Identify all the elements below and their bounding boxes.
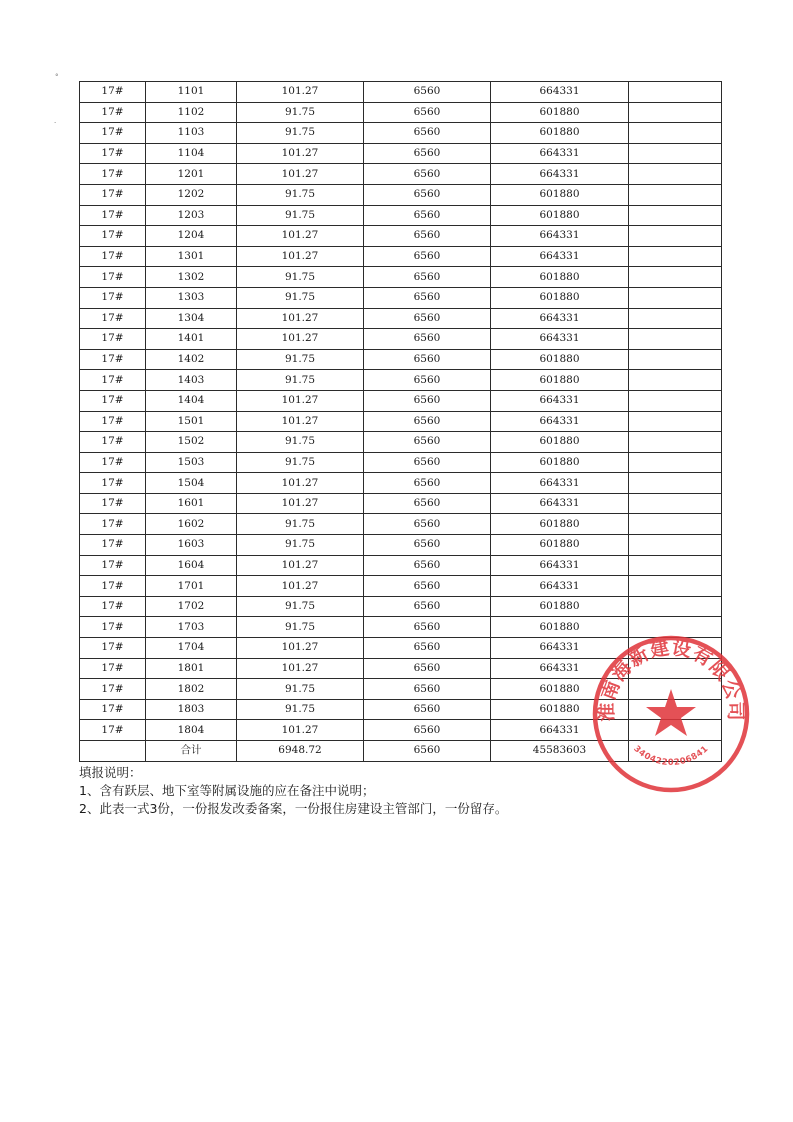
- area-cell: 101.27: [237, 493, 364, 514]
- total-price-cell: 664331: [491, 720, 629, 741]
- building-cell: 17#: [80, 493, 146, 514]
- seal-star-icon: [646, 689, 696, 736]
- total-price-cell: 664331: [491, 658, 629, 679]
- unit-cell: 1701: [146, 576, 237, 597]
- remark-cell: [629, 493, 722, 514]
- building-cell: 17#: [80, 596, 146, 617]
- table-row: [80, 143, 722, 164]
- unit-cell: 1402: [146, 349, 237, 370]
- table-row: [80, 370, 722, 391]
- unit-cell: 1302: [146, 267, 237, 288]
- table-row: [80, 184, 722, 205]
- area-cell: 101.27: [237, 308, 364, 329]
- total-price-cell: 601880: [491, 514, 629, 535]
- remark-cell: [629, 535, 722, 556]
- seal-name: 淮南海新建设有限公司: [595, 636, 747, 722]
- price-cell: 6560: [364, 699, 491, 720]
- building-cell: 17#: [80, 370, 146, 391]
- unit-cell: 1404: [146, 390, 237, 411]
- price-cell: 6560: [364, 473, 491, 494]
- table-row: [80, 226, 722, 247]
- price-cell: 6560: [364, 82, 491, 103]
- unit-cell: 1202: [146, 184, 237, 205]
- area-cell: 91.75: [237, 535, 364, 556]
- price-cell: 6560: [364, 535, 491, 556]
- area-cell: 91.75: [237, 452, 364, 473]
- price-cell: 6560: [364, 638, 491, 659]
- total-price-cell: 601880: [491, 205, 629, 226]
- price-cell: 6560: [364, 493, 491, 514]
- building-cell: 17#: [80, 638, 146, 659]
- area-cell: 101.27: [237, 411, 364, 432]
- table-row: [80, 390, 722, 411]
- unit-cell: 1201: [146, 164, 237, 185]
- remark-cell: [629, 452, 722, 473]
- price-cell: 6560: [364, 267, 491, 288]
- area-cell: 91.75: [237, 370, 364, 391]
- building-cell: 17#: [80, 432, 146, 453]
- remark-cell: [629, 473, 722, 494]
- area-cell: 101.27: [237, 246, 364, 267]
- table-row: [80, 82, 722, 103]
- building-cell: 17#: [80, 164, 146, 185]
- area-cell: 101.27: [237, 473, 364, 494]
- building-cell: 17#: [80, 308, 146, 329]
- total-price-cell: 601880: [491, 596, 629, 617]
- area-cell: 101.27: [237, 164, 364, 185]
- area-cell: 91.75: [237, 267, 364, 288]
- table-row: [80, 473, 722, 494]
- table-row: [80, 102, 722, 123]
- table-row: [80, 452, 722, 473]
- building-cell: 17#: [80, 699, 146, 720]
- note-item-1: 1、含有跃层、地下室等附属设施的应在备注中说明；: [79, 783, 375, 798]
- table-row: [80, 535, 722, 556]
- unit-cell: 1203: [146, 205, 237, 226]
- area-cell: 101.27: [237, 226, 364, 247]
- total-price-cell: 664331: [491, 390, 629, 411]
- total-label-cell: 合计: [146, 741, 237, 762]
- building-cell: 17#: [80, 267, 146, 288]
- table-row: [80, 514, 722, 535]
- unit-cell: 1803: [146, 699, 237, 720]
- total-price-cell: 664331: [491, 82, 629, 103]
- area-cell: 101.27: [237, 720, 364, 741]
- area-cell: 91.75: [237, 349, 364, 370]
- price-cell: 6560: [364, 246, 491, 267]
- unit-cell: 1601: [146, 493, 237, 514]
- remark-cell: [629, 329, 722, 350]
- total-price-cell: 664331: [491, 555, 629, 576]
- unit-cell: 1102: [146, 102, 237, 123]
- unit-cell: 1303: [146, 287, 237, 308]
- remark-cell: [629, 555, 722, 576]
- total-price-cell: 664331: [491, 329, 629, 350]
- unit-cell: 1204: [146, 226, 237, 247]
- unit-cell: 1801: [146, 658, 237, 679]
- table-row: [80, 287, 722, 308]
- area-cell: 91.75: [237, 432, 364, 453]
- total-area-cell: 6948.72: [237, 741, 364, 762]
- remark-cell: [629, 370, 722, 391]
- building-cell: 17#: [80, 123, 146, 144]
- unit-cell: 1304: [146, 308, 237, 329]
- unit-cell: 1301: [146, 246, 237, 267]
- unit-cell: 1603: [146, 535, 237, 556]
- area-cell: 101.27: [237, 658, 364, 679]
- table-row: [80, 555, 722, 576]
- area-cell: 91.75: [237, 679, 364, 700]
- price-cell: 6560: [364, 349, 491, 370]
- table-row: [80, 411, 722, 432]
- table-row: [80, 246, 722, 267]
- price-cell: 6560: [364, 226, 491, 247]
- building-cell: 17#: [80, 452, 146, 473]
- building-cell: 17#: [80, 226, 146, 247]
- remark-cell: [629, 349, 722, 370]
- building-cell: 17#: [80, 329, 146, 350]
- total-price-cell: 601880: [491, 432, 629, 453]
- area-cell: 91.75: [237, 102, 364, 123]
- price-cell: 6560: [364, 555, 491, 576]
- notes-heading: 填报说明：: [79, 765, 142, 780]
- total-price-cell: 664331: [491, 164, 629, 185]
- price-cell: 6560: [364, 143, 491, 164]
- building-cell: 17#: [80, 535, 146, 556]
- price-cell: 6560: [364, 411, 491, 432]
- total-building-cell: [80, 741, 146, 762]
- building-cell: 17#: [80, 411, 146, 432]
- price-cell: 6560: [364, 102, 491, 123]
- building-cell: 17#: [80, 576, 146, 597]
- remark-cell: [629, 102, 722, 123]
- table-row: [80, 493, 722, 514]
- total-price-cell: 601880: [491, 617, 629, 638]
- table-row: [80, 308, 722, 329]
- unit-cell: 1703: [146, 617, 237, 638]
- building-cell: 17#: [80, 555, 146, 576]
- area-cell: 101.27: [237, 576, 364, 597]
- price-cell: 6560: [364, 596, 491, 617]
- area-cell: 91.75: [237, 123, 364, 144]
- area-cell: 91.75: [237, 287, 364, 308]
- building-cell: 17#: [80, 143, 146, 164]
- total-price-cell: 664331: [491, 143, 629, 164]
- remark-cell: [629, 596, 722, 617]
- price-cell: 6560: [364, 576, 491, 597]
- remark-cell: [629, 143, 722, 164]
- scan-speck: ·: [54, 119, 57, 127]
- remark-cell: [629, 308, 722, 329]
- total-price-cell: 601880: [491, 123, 629, 144]
- area-cell: 101.27: [237, 82, 364, 103]
- area-cell: 91.75: [237, 596, 364, 617]
- total-price-cell: 664331: [491, 226, 629, 247]
- price-cell: 6560: [364, 617, 491, 638]
- building-cell: 17#: [80, 246, 146, 267]
- building-cell: 17#: [80, 617, 146, 638]
- table-row: [80, 576, 722, 597]
- price-cell: 6560: [364, 308, 491, 329]
- area-cell: 91.75: [237, 699, 364, 720]
- total-price-cell: 601880: [491, 184, 629, 205]
- area-cell: 101.27: [237, 555, 364, 576]
- total-price-cell: 601880: [491, 452, 629, 473]
- table-row: [80, 596, 722, 617]
- remark-cell: [629, 576, 722, 597]
- building-cell: 17#: [80, 720, 146, 741]
- price-cell: 6560: [364, 452, 491, 473]
- building-cell: 17#: [80, 82, 146, 103]
- remark-cell: [629, 164, 722, 185]
- price-cell: 6560: [364, 720, 491, 741]
- building-cell: 17#: [80, 287, 146, 308]
- building-cell: 17#: [80, 184, 146, 205]
- area-cell: 91.75: [237, 514, 364, 535]
- remark-cell: [629, 246, 722, 267]
- unit-cell: 1104: [146, 143, 237, 164]
- unit-cell: 1501: [146, 411, 237, 432]
- remark-cell: [629, 267, 722, 288]
- price-cell: 6560: [364, 370, 491, 391]
- building-cell: 17#: [80, 390, 146, 411]
- unit-cell: 1103: [146, 123, 237, 144]
- area-cell: 91.75: [237, 617, 364, 638]
- price-cell: 6560: [364, 205, 491, 226]
- remark-cell: [629, 287, 722, 308]
- total-price-cell: 601880: [491, 370, 629, 391]
- area-cell: 91.75: [237, 205, 364, 226]
- table-row: [80, 205, 722, 226]
- unit-cell: 1401: [146, 329, 237, 350]
- area-cell: 101.27: [237, 390, 364, 411]
- remark-cell: [629, 514, 722, 535]
- total-price-cell: 601880: [491, 679, 629, 700]
- remark-cell: [629, 411, 722, 432]
- remark-cell: [629, 123, 722, 144]
- table-row: [80, 432, 722, 453]
- remark-cell: [629, 390, 722, 411]
- remark-cell: [629, 184, 722, 205]
- remark-cell: [629, 226, 722, 247]
- price-cell: 6560: [364, 514, 491, 535]
- total-price-cell: 664331: [491, 576, 629, 597]
- unit-cell: 1503: [146, 452, 237, 473]
- unit-cell: 1101: [146, 82, 237, 103]
- price-cell: 6560: [364, 184, 491, 205]
- remark-cell: [629, 432, 722, 453]
- price-cell: 6560: [364, 658, 491, 679]
- total-price-cell: 601880: [491, 102, 629, 123]
- building-cell: 17#: [80, 205, 146, 226]
- building-cell: 17#: [80, 679, 146, 700]
- area-cell: 101.27: [237, 329, 364, 350]
- area-cell: 91.75: [237, 184, 364, 205]
- unit-cell: 1802: [146, 679, 237, 700]
- total-price-cell: 664331: [491, 411, 629, 432]
- building-cell: 17#: [80, 102, 146, 123]
- price-cell: 6560: [364, 123, 491, 144]
- building-cell: 17#: [80, 473, 146, 494]
- remark-cell: [629, 82, 722, 103]
- price-cell: 6560: [364, 287, 491, 308]
- total-sum-cell: 45583603: [491, 741, 629, 762]
- total-price-cell: 664331: [491, 638, 629, 659]
- unit-cell: 1804: [146, 720, 237, 741]
- table-row: [80, 164, 722, 185]
- unit-cell: 1704: [146, 638, 237, 659]
- unit-cell: 1504: [146, 473, 237, 494]
- scan-speck: °: [55, 73, 59, 81]
- price-cell: 6560: [364, 432, 491, 453]
- total-price-cell: 601880: [491, 287, 629, 308]
- price-cell: 6560: [364, 390, 491, 411]
- table-row: [80, 329, 722, 350]
- total-price-cell: 601880: [491, 349, 629, 370]
- total-price-cell: 664331: [491, 473, 629, 494]
- building-cell: 17#: [80, 514, 146, 535]
- total-price-cell: 601880: [491, 535, 629, 556]
- price-cell: 6560: [364, 329, 491, 350]
- total-price-cell: 601880: [491, 267, 629, 288]
- unit-cell: 1602: [146, 514, 237, 535]
- unit-cell: 1502: [146, 432, 237, 453]
- price-cell: 6560: [364, 679, 491, 700]
- area-cell: 101.27: [237, 638, 364, 659]
- seal-code: 3404220206841: [631, 743, 711, 769]
- building-cell: 17#: [80, 349, 146, 370]
- table-row: [80, 267, 722, 288]
- area-cell: 101.27: [237, 143, 364, 164]
- note-item-2: 2、此表一式3份，一份报发改委备案，一份报住房建设主管部门，一份留存。: [79, 801, 508, 816]
- total-price-cell: 664331: [491, 493, 629, 514]
- table-row: [80, 349, 722, 370]
- table-row: [80, 123, 722, 144]
- total-price-cell: 664331: [491, 308, 629, 329]
- unit-cell: 1604: [146, 555, 237, 576]
- total-price-cell: 6560: [364, 741, 491, 762]
- company-seal: [590, 633, 752, 795]
- unit-cell: 1403: [146, 370, 237, 391]
- unit-cell: 1702: [146, 596, 237, 617]
- price-cell: 6560: [364, 164, 491, 185]
- building-cell: 17#: [80, 658, 146, 679]
- total-price-cell: 601880: [491, 699, 629, 720]
- remark-cell: [629, 205, 722, 226]
- total-price-cell: 664331: [491, 246, 629, 267]
